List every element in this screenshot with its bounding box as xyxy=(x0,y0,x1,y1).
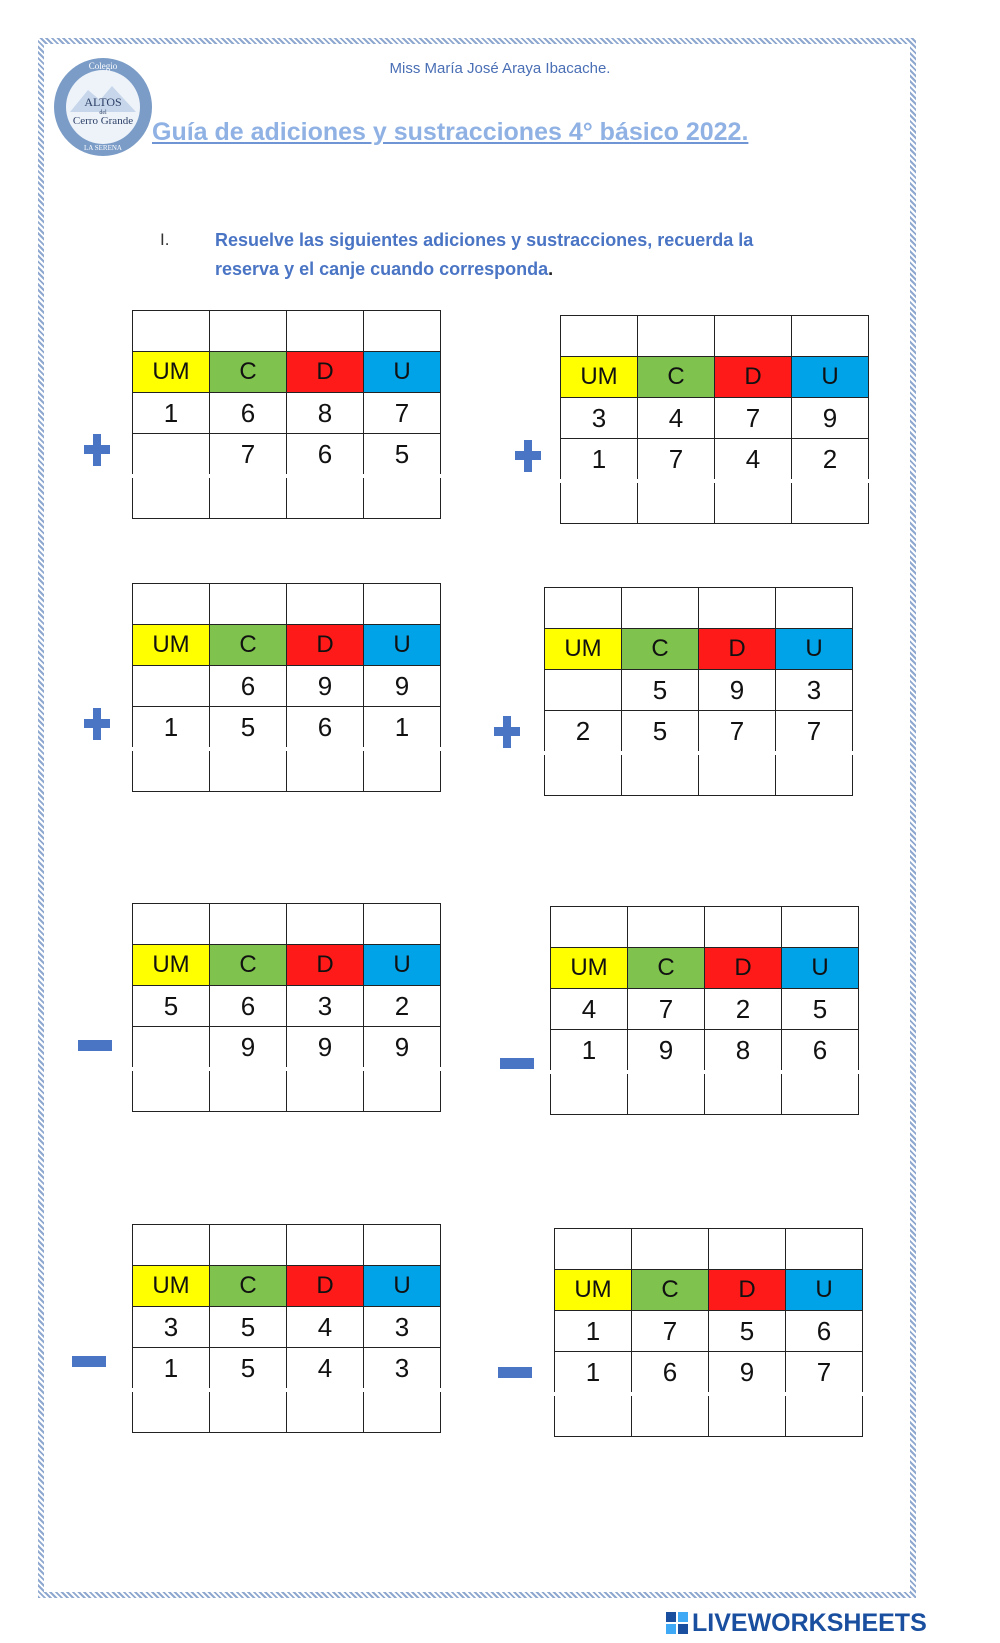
instruction-body: Resuelve las siguientes adiciones y sustracciones, recuerda la reserva y el canje cuando corresponda xyxy=(215,230,754,279)
digit-cell: 7 xyxy=(632,1311,709,1352)
column-header-d: D xyxy=(287,945,364,986)
digit-cell: 5 xyxy=(210,707,287,750)
carry-cell[interactable] xyxy=(792,316,869,357)
answer-cell[interactable] xyxy=(133,1390,210,1433)
column-header-d: D xyxy=(699,629,776,670)
digit-cell: 4 xyxy=(551,989,628,1030)
column-header-d: D xyxy=(287,625,364,666)
digit-cell: 4 xyxy=(638,398,715,439)
exercise-table-6 xyxy=(550,906,859,1115)
column-header-c: C xyxy=(632,1270,709,1311)
minus-bar xyxy=(498,1367,532,1378)
digit-cell: 8 xyxy=(287,393,364,434)
carry-cell[interactable] xyxy=(210,1225,287,1266)
carry-cell[interactable] xyxy=(622,588,699,629)
teacher-name: Miss María José Araya Ibacache. xyxy=(389,60,611,77)
answer-cell[interactable] xyxy=(210,1069,287,1112)
column-header-c: C xyxy=(622,629,699,670)
exercise-table-3 xyxy=(132,583,441,792)
column-header-u: U xyxy=(364,945,441,986)
minus-sign-icon xyxy=(78,1040,112,1052)
carry-cell[interactable] xyxy=(287,311,364,352)
digit-cell: 2 xyxy=(364,986,441,1027)
column-header-d: D xyxy=(709,1270,786,1311)
plus-horizontal-bar xyxy=(84,445,110,454)
plus-sign-icon xyxy=(84,434,110,466)
column-header-d: D xyxy=(287,1266,364,1307)
instruction-text xyxy=(215,226,815,284)
column-header-u: U xyxy=(364,352,441,393)
digit-cell: 4 xyxy=(287,1348,364,1391)
carry-cell[interactable] xyxy=(699,588,776,629)
digit-cell: 6 xyxy=(786,1311,863,1352)
digit-cell: 9 xyxy=(364,666,441,707)
column-header-c: C xyxy=(210,1266,287,1307)
carry-cell[interactable] xyxy=(632,1229,709,1270)
column-header-u: U xyxy=(776,629,853,670)
answer-cell[interactable] xyxy=(545,753,622,796)
digit-cell: 1 xyxy=(555,1311,632,1352)
answer-cell[interactable] xyxy=(133,1069,210,1112)
digit-cell: 9 xyxy=(210,1027,287,1070)
carry-cell[interactable] xyxy=(210,311,287,352)
digit-cell: 7 xyxy=(786,1352,863,1395)
answer-cell[interactable] xyxy=(551,1072,628,1115)
carry-cell[interactable] xyxy=(287,904,364,945)
answer-cell[interactable] xyxy=(632,1394,709,1437)
footer-watermark xyxy=(666,1608,927,1638)
digit-cell xyxy=(133,434,210,477)
carry-cell[interactable] xyxy=(364,904,441,945)
carry-cell[interactable] xyxy=(133,1225,210,1266)
answer-cell[interactable] xyxy=(210,1390,287,1433)
carry-cell[interactable] xyxy=(545,588,622,629)
column-header-u: U xyxy=(782,948,859,989)
digit-cell: 9 xyxy=(287,666,364,707)
column-header-u: U xyxy=(364,1266,441,1307)
digit-cell: 7 xyxy=(776,711,853,754)
digit-cell: 7 xyxy=(210,434,287,477)
digit-cell: 5 xyxy=(782,989,859,1030)
exercise-table-8 xyxy=(554,1228,863,1437)
digit-cell: 9 xyxy=(709,1352,786,1395)
answer-cell[interactable] xyxy=(287,1069,364,1112)
exercise-table-1 xyxy=(132,310,441,519)
answer-cell[interactable] xyxy=(561,481,638,524)
carry-cell[interactable] xyxy=(364,311,441,352)
answer-cell[interactable] xyxy=(287,1390,364,1433)
answer-cell[interactable] xyxy=(287,476,364,519)
carry-cell[interactable] xyxy=(133,311,210,352)
digit-cell: 2 xyxy=(705,989,782,1030)
answer-cell[interactable] xyxy=(776,753,853,796)
column-header-d: D xyxy=(287,352,364,393)
carry-cell[interactable] xyxy=(133,904,210,945)
column-header-um: UM xyxy=(555,1270,632,1311)
digit-cell: 7 xyxy=(364,393,441,434)
digit-cell xyxy=(133,666,210,707)
column-header-u: U xyxy=(364,625,441,666)
column-header-um: UM xyxy=(133,352,210,393)
minus-bar xyxy=(78,1040,112,1051)
carry-cell[interactable] xyxy=(551,907,628,948)
digit-cell: 9 xyxy=(628,1030,705,1073)
carry-cell[interactable] xyxy=(210,584,287,625)
digit-cell: 6 xyxy=(782,1030,859,1073)
answer-cell[interactable] xyxy=(699,753,776,796)
logo-line1: ALTOS xyxy=(84,95,122,109)
carry-cell[interactable] xyxy=(638,316,715,357)
answer-cell[interactable] xyxy=(133,749,210,792)
exercise-table-7 xyxy=(132,1224,441,1433)
digit-cell: 1 xyxy=(133,707,210,750)
digit-cell: 6 xyxy=(287,707,364,750)
plus-sign-icon xyxy=(84,708,110,740)
minus-sign-icon xyxy=(500,1058,534,1070)
carry-cell[interactable] xyxy=(628,907,705,948)
plus-sign-icon xyxy=(515,440,541,472)
answer-cell[interactable] xyxy=(364,749,441,792)
digit-cell: 3 xyxy=(287,986,364,1027)
column-header-um: UM xyxy=(551,948,628,989)
carry-cell[interactable] xyxy=(561,316,638,357)
carry-cell[interactable] xyxy=(364,1225,441,1266)
digit-cell: 5 xyxy=(709,1311,786,1352)
column-header-um: UM xyxy=(545,629,622,670)
column-header-c: C xyxy=(638,357,715,398)
logo-bottom-text: LA SERENA xyxy=(84,144,122,152)
minus-sign-icon xyxy=(498,1367,532,1379)
digit-cell: 6 xyxy=(210,666,287,707)
answer-cell[interactable] xyxy=(287,749,364,792)
digit-cell: 6 xyxy=(632,1352,709,1395)
watermark-text: LIVEWORKSHEETS xyxy=(692,1608,927,1637)
digit-cell: 5 xyxy=(622,711,699,754)
column-header-c: C xyxy=(210,945,287,986)
plus-sign-icon xyxy=(494,716,520,748)
answer-cell[interactable] xyxy=(782,1072,859,1115)
digit-cell: 3 xyxy=(364,1307,441,1348)
plus-horizontal-bar xyxy=(84,719,110,728)
answer-cell[interactable] xyxy=(628,1072,705,1115)
exercise-table-4 xyxy=(544,587,853,796)
logo-line3: Cerro Grande xyxy=(72,115,134,127)
answer-cell[interactable] xyxy=(364,1390,441,1433)
carry-cell[interactable] xyxy=(287,1225,364,1266)
carry-cell[interactable] xyxy=(782,907,859,948)
column-header-u: U xyxy=(786,1270,863,1311)
answer-cell[interactable] xyxy=(622,753,699,796)
digit-cell: 3 xyxy=(133,1307,210,1348)
digit-cell xyxy=(133,1027,210,1070)
carry-cell[interactable] xyxy=(210,904,287,945)
answer-cell[interactable] xyxy=(709,1394,786,1437)
digit-cell: 6 xyxy=(210,986,287,1027)
answer-cell[interactable] xyxy=(638,481,715,524)
minus-bar xyxy=(72,1356,106,1367)
digit-cell: 3 xyxy=(561,398,638,439)
answer-cell[interactable] xyxy=(364,1069,441,1112)
answer-cell[interactable] xyxy=(133,476,210,519)
digit-cell: 5 xyxy=(210,1348,287,1391)
answer-cell[interactable] xyxy=(705,1072,782,1115)
digit-cell: 9 xyxy=(699,670,776,711)
digit-cell: 7 xyxy=(638,439,715,482)
carry-cell[interactable] xyxy=(364,584,441,625)
digit-cell: 1 xyxy=(364,707,441,750)
digit-cell: 8 xyxy=(705,1030,782,1073)
digit-cell: 7 xyxy=(628,989,705,1030)
answer-cell[interactable] xyxy=(555,1394,632,1437)
liveworksheets-icon xyxy=(666,1612,688,1634)
digit-cell: 1 xyxy=(561,439,638,482)
digit-cell: 6 xyxy=(210,393,287,434)
digit-cell: 1 xyxy=(551,1030,628,1073)
digit-cell: 7 xyxy=(715,398,792,439)
column-header-c: C xyxy=(210,625,287,666)
digit-cell: 6 xyxy=(287,434,364,477)
carry-cell[interactable] xyxy=(555,1229,632,1270)
plus-horizontal-bar xyxy=(515,451,541,460)
column-header-d: D xyxy=(715,357,792,398)
carry-cell[interactable] xyxy=(776,588,853,629)
answer-cell[interactable] xyxy=(792,481,869,524)
column-header-d: D xyxy=(705,948,782,989)
answer-cell[interactable] xyxy=(364,476,441,519)
digit-cell: 3 xyxy=(364,1348,441,1391)
plus-horizontal-bar xyxy=(494,727,520,736)
column-header-um: UM xyxy=(561,357,638,398)
minus-bar xyxy=(500,1058,534,1069)
column-header-c: C xyxy=(210,352,287,393)
carry-cell[interactable] xyxy=(133,584,210,625)
column-header-um: UM xyxy=(133,945,210,986)
digit-cell: 1 xyxy=(133,393,210,434)
digit-cell: 5 xyxy=(364,434,441,477)
logo-line2: del xyxy=(99,110,107,116)
digit-cell: 3 xyxy=(776,670,853,711)
carry-cell[interactable] xyxy=(287,584,364,625)
page-title: Guía de adiciones y sustracciones 4° básico 2022. xyxy=(152,118,749,146)
carry-cell[interactable] xyxy=(715,316,792,357)
column-header-u: U xyxy=(792,357,869,398)
logo-top-text: Colegio xyxy=(88,61,118,71)
digit-cell: 2 xyxy=(545,711,622,754)
exercise-table-5 xyxy=(132,903,441,1112)
digit-cell: 5 xyxy=(210,1307,287,1348)
answer-cell[interactable] xyxy=(715,481,792,524)
minus-sign-icon xyxy=(72,1356,106,1368)
instruction-period: . xyxy=(548,259,554,279)
carry-cell[interactable] xyxy=(786,1229,863,1270)
answer-cell[interactable] xyxy=(786,1394,863,1437)
digit-cell: 7 xyxy=(699,711,776,754)
column-header-um: UM xyxy=(133,1266,210,1307)
digit-cell: 1 xyxy=(555,1352,632,1395)
exercise-table-2 xyxy=(560,315,869,524)
digit-cell: 5 xyxy=(622,670,699,711)
digit-cell: 9 xyxy=(287,1027,364,1070)
digit-cell: 2 xyxy=(792,439,869,482)
answer-cell[interactable] xyxy=(210,476,287,519)
carry-cell[interactable] xyxy=(709,1229,786,1270)
column-header-c: C xyxy=(628,948,705,989)
instruction-numeral: I. xyxy=(160,230,170,249)
column-header-um: UM xyxy=(133,625,210,666)
carry-cell[interactable] xyxy=(705,907,782,948)
digit-cell xyxy=(545,670,622,711)
digit-cell: 1 xyxy=(133,1348,210,1391)
digit-cell: 9 xyxy=(792,398,869,439)
digit-cell: 4 xyxy=(287,1307,364,1348)
answer-cell[interactable] xyxy=(210,749,287,792)
digit-cell: 9 xyxy=(364,1027,441,1070)
digit-cell: 4 xyxy=(715,439,792,482)
digit-cell: 5 xyxy=(133,986,210,1027)
